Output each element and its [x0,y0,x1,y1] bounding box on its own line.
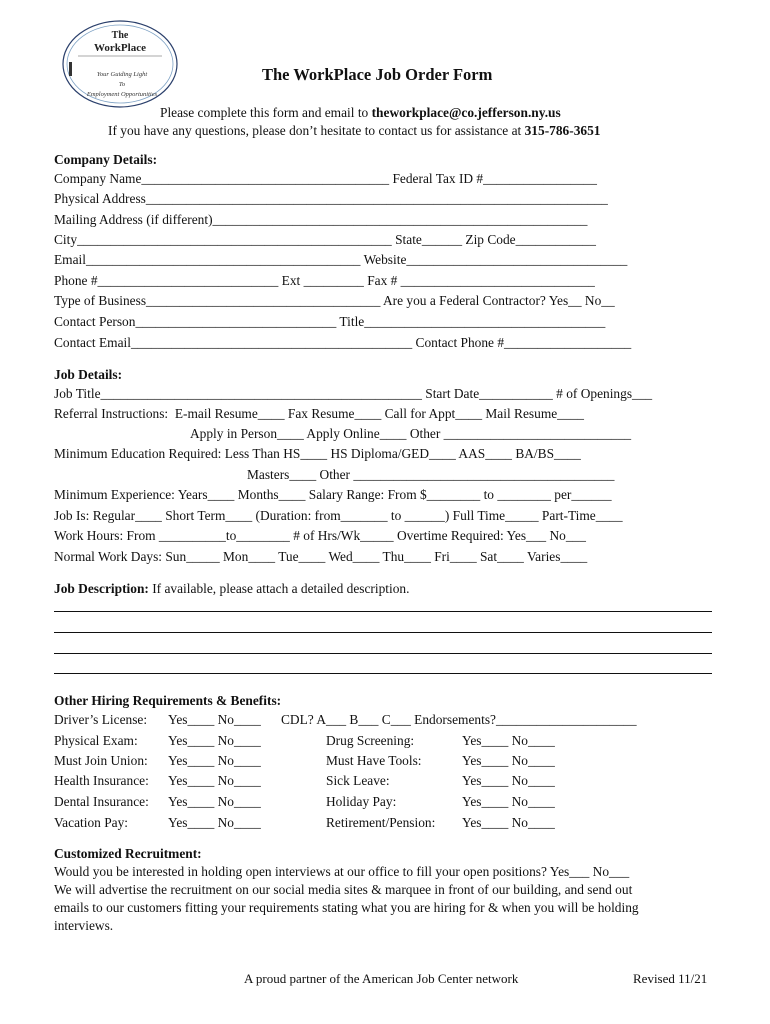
contact-person-row[interactable]: Contact Person______________________________ Title____________________________________ [54,314,606,329]
lighthouse-icon [69,62,72,76]
job-heading: Job Details: [54,367,123,382]
vacation-pay-yesno[interactable]: Yes____ No____ [168,815,261,830]
vacation-pay-label: Vacation Pay: [54,815,129,830]
tools-yesno[interactable]: Yes____ No____ [462,753,555,768]
logo-line1: The [111,30,129,41]
education-masters-row[interactable]: Masters____ Other _______________________________________ [247,467,615,482]
recruitment-question[interactable]: Would you be interested in holding open interviews at our office to fill your open positions? Yes___ No___ [54,864,630,879]
health-insurance-label: Health Insurance: [54,773,149,788]
recruitment-text-3: interviews. [54,918,114,933]
retirement-label: Retirement/Pension: [326,815,436,830]
experience-salary-row[interactable]: Minimum Experience: Years____ Months____ Salary Range: From $________ to ________ per______ [54,487,612,502]
description-line-4[interactable] [54,673,712,674]
tools-label: Must Have Tools: [326,753,422,768]
education-row[interactable]: Minimum Education Required: Less Than HS____ HS Diploma/GED____ AAS____ BA/BS____ [54,446,581,461]
job-type-row[interactable]: Job Is: Regular____ Short Term____ (Duration: from_______ to ______) Full Time_____ Part-Time____ [54,508,623,523]
other-requirements-heading: Other Hiring Requirements & Benefits: [54,693,282,708]
physical-exam-label: Physical Exam: [54,733,138,748]
logo-line4: To [118,81,126,88]
sick-leave-label: Sick Leave: [326,773,390,788]
form-title: The WorkPlace Job Order Form [262,65,493,84]
job-title-row[interactable]: Job Title________________________________________________ Start Date___________ # of Openings___ [54,386,653,401]
holiday-pay-label: Holiday Pay: [326,794,397,809]
header-line2 [108,122,600,139]
description-line-2[interactable] [54,632,712,633]
header-line1 [160,104,561,121]
contact-phone-number: 315-786-3651 [524,123,601,138]
city-state-zip-row[interactable]: City_______________________________________________ State______ Zip Code____________ [54,232,596,247]
description-line-1[interactable] [54,611,712,612]
recruitment-text-1: We will advertise the recruitment on our social media sites & marquee in front of our building, and send out [54,882,633,897]
email-website-row[interactable]: Email_________________________________________ Website_________________________________ [54,252,628,267]
cdl-endorsements[interactable]: CDL? A___ B___ C___ Endorsements?_____________________ [281,712,637,727]
work-hours-row[interactable]: Work Hours: From __________to________ # of Hrs/Wk_____ Overtime Required: Yes___ No___ [54,528,586,543]
contact-email-row[interactable]: Contact Email__________________________________________ Contact Phone #___________________ [54,335,632,350]
physical-exam-yesno[interactable]: Yes____ No____ [168,733,261,748]
job-description-heading: Job Description: [54,581,149,596]
drug-screening-label: Drug Screening: [326,733,415,748]
job-description-hint: If available, please attach a detailed description. [148,581,410,596]
company-name-row[interactable]: Company Name_____________________________________ Federal Tax ID #_________________ [54,171,597,186]
logo-line2: WorkPlace [94,42,146,54]
drug-screening-yesno[interactable]: Yes____ No____ [462,733,555,748]
job-description-label [54,580,409,597]
footer-revised: Revised 11/21 [633,971,708,986]
header-line1-text: Please complete this form and email to [160,105,372,120]
union-yesno[interactable]: Yes____ No____ [168,753,261,768]
work-days-row[interactable]: Normal Work Days: Sun_____ Mon____ Tue____ Wed____ Thu____ Fri____ Sat____ Varies____ [54,549,588,564]
dental-insurance-yesno[interactable]: Yes____ No____ [168,794,261,809]
referral-apply-row[interactable]: Apply in Person____ Apply Online____ Other ____________________________ [190,426,632,441]
referral-instructions-row[interactable]: Referral Instructions: E-mail Resume____ Fax Resume____ Call for Appt____ Mail Resume____ [54,406,584,421]
dental-insurance-label: Dental Insurance: [54,794,149,809]
union-label: Must Join Union: [54,753,148,768]
recruitment-heading: Customized Recruitment: [54,846,202,861]
recruitment-text-2: emails to our customers fitting your requirements stating what you are hiring for & when you will be holding [54,900,639,915]
mailing-address-row[interactable]: Mailing Address (if different)________________________________________________________ [54,212,588,227]
business-type-row[interactable]: Type of Business___________________________________ Are you a Federal Contractor? Yes__ No__ [54,293,615,308]
logo-line3: Your Guiding Light [96,71,148,78]
drivers-license-yesno[interactable]: Yes____ No____ [168,712,261,727]
contact-email-link[interactable]: theworkplace@co.jefferson.ny.us [371,105,561,120]
logo-line5: Employment Opportunities [86,91,158,98]
footer-partner: A proud partner of the American Job Center network [244,971,519,986]
phone-fax-row[interactable]: Phone #___________________________ Ext _________ Fax # _____________________________ [54,273,595,288]
sick-leave-yesno[interactable]: Yes____ No____ [462,773,555,788]
drivers-license-label: Driver’s License: [54,712,148,727]
holiday-pay-yesno[interactable]: Yes____ No____ [462,794,555,809]
retirement-yesno[interactable]: Yes____ No____ [462,815,555,830]
company-heading: Company Details: [54,152,158,167]
health-insurance-yesno[interactable]: Yes____ No____ [168,773,261,788]
workplace-logo [60,18,180,110]
description-line-3[interactable] [54,653,712,654]
physical-address-row[interactable]: Physical Address_____________________________________________________________________ [54,191,608,206]
header-line2-text: If you have any questions, please don’t hesitate to contact us for assistance at [108,123,525,138]
